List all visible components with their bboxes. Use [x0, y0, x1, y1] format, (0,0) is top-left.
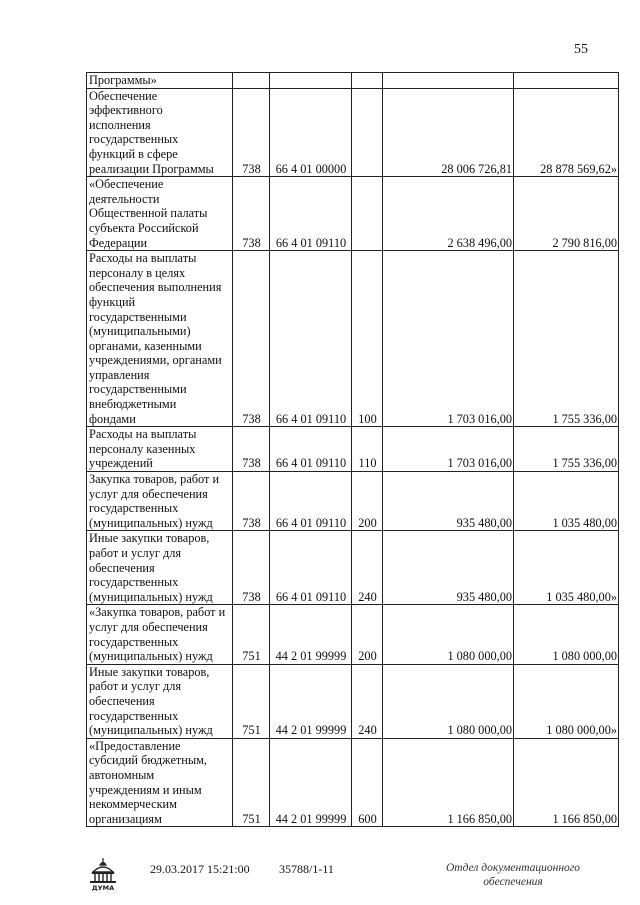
duma-logo-icon [88, 856, 118, 892]
footer-department [446, 861, 580, 889]
row-name-line: государственных [89, 132, 179, 147]
footer-department-line1: Отдел документационного [446, 862, 581, 874]
csr-cell: 66 4 01 09110 [270, 427, 352, 472]
row-name-line: работ и услуг для [89, 546, 182, 560]
table-row [87, 177, 619, 251]
row-name-line: организациям [89, 811, 162, 826]
row-name-line: (муниципальных) нужд [89, 589, 213, 604]
row-name-line: некоммерческим [89, 797, 177, 812]
row-name-line: Обеспечение [89, 88, 158, 103]
row-name-line: услуг для обеспечения [89, 619, 208, 634]
row-name-line: персоналу казенных [89, 441, 196, 456]
row-name-line: Расходы на выплаты [89, 427, 197, 442]
row-name-line: «Обеспечение [89, 177, 164, 192]
budget-table [86, 72, 619, 827]
sum-2017-cell: 1 080 000,00 [383, 664, 514, 738]
row-name-line: «Предоставление [89, 738, 181, 753]
sum-2017-cell: 1 703 016,00 [383, 427, 514, 472]
ved-cell: 738 [233, 531, 270, 605]
csr-cell: 44 2 01 99999 [270, 605, 352, 664]
row-name-line: учреждениям и иным [89, 782, 202, 797]
sum-2017-cell: 1 080 000,00 [383, 605, 514, 664]
footer-datetime: 29.03.2017 15:21:00 [150, 862, 250, 876]
row-name-line: обеспечения выполнения [89, 280, 222, 295]
ved-cell: 751 [233, 664, 270, 738]
row-name-cell [87, 427, 233, 472]
vr-cell: 200 [352, 472, 383, 531]
row-name-line: (муниципальных) нужд [89, 723, 213, 738]
row-name-line: работ и услуг для [89, 679, 182, 694]
row-name-line: обеспечения [89, 693, 155, 708]
vr-cell: 200 [352, 605, 383, 664]
row-name-cell [87, 531, 233, 605]
vr-cell: 240 [352, 531, 383, 605]
vr-cell: 110 [352, 427, 383, 472]
row-name-cell [87, 88, 233, 177]
row-name-line: (муниципальными) [89, 324, 191, 339]
row-name-line: внебюджетными [89, 397, 177, 412]
svg-text:ДУМА: ДУМА [91, 884, 115, 892]
row-name-cell [87, 177, 233, 251]
table-row [87, 664, 619, 738]
footer-department-line2: обеспечения [483, 876, 543, 888]
sum-2017-cell: 1 703 016,00 [383, 251, 514, 427]
sum-2018-cell: 1 080 000,00» [514, 664, 619, 738]
page-number: 55 [574, 42, 588, 57]
ved-cell: 751 [233, 605, 270, 664]
row-name-cell [87, 472, 233, 531]
sum-2017-cell: 935 480,00 [383, 531, 514, 605]
table-row [87, 738, 619, 827]
row-name-cell [87, 605, 233, 664]
row-name-line: Расходы на выплаты [89, 251, 197, 266]
sum-2018-cell: 1 080 000,00 [514, 605, 619, 664]
row-name-line: субъекта Российской [89, 220, 199, 235]
row-name-line: деятельности [89, 191, 160, 206]
table-row [87, 73, 619, 89]
csr-cell: 66 4 01 00000 [270, 88, 352, 177]
row-name-line: (муниципальных) нужд [89, 515, 213, 530]
ved-cell [233, 73, 270, 89]
vr-cell: 240 [352, 664, 383, 738]
vr-cell [352, 177, 383, 251]
row-name-line: услуг для обеспечения [89, 486, 208, 501]
ved-cell: 738 [233, 251, 270, 427]
row-name-line: обеспечения [89, 560, 155, 575]
row-name-line: Программы» [89, 73, 157, 87]
row-name-cell [87, 664, 233, 738]
row-name-line: (муниципальных) нужд [89, 649, 213, 664]
ved-cell: 738 [233, 427, 270, 472]
row-name-line: Закупка товаров, работ и [89, 472, 220, 487]
table-row [87, 605, 619, 664]
csr-cell: 44 2 01 99999 [270, 664, 352, 738]
csr-cell [270, 73, 352, 89]
vr-cell [352, 88, 383, 177]
row-name-line: функций [89, 294, 136, 309]
csr-cell: 66 4 01 09110 [270, 472, 352, 531]
row-name-line: государственными [89, 382, 187, 397]
row-name-line: персоналу в целях [89, 265, 186, 280]
row-name-line: государственных [89, 575, 179, 590]
row-name-line: учреждениями, органами [89, 353, 222, 368]
ved-cell: 738 [233, 177, 270, 251]
table-row [87, 531, 619, 605]
vr-cell: 600 [352, 738, 383, 827]
vr-cell [352, 73, 383, 89]
sum-2018-cell [514, 73, 619, 89]
footer-doc-number: 35788/1-11 [279, 862, 334, 876]
row-name-line: государственными [89, 309, 187, 324]
csr-cell: 66 4 01 09110 [270, 531, 352, 605]
budget-table-body [87, 73, 619, 827]
row-name-line: управления [89, 367, 150, 382]
vr-cell: 100 [352, 251, 383, 427]
row-name-line: функций в сфере [89, 146, 178, 161]
ved-cell: 738 [233, 472, 270, 531]
ved-cell: 738 [233, 88, 270, 177]
row-name-line: «Закупка товаров, работ и [89, 605, 226, 620]
sum-2017-cell: 1 166 850,00 [383, 738, 514, 827]
sum-2017-cell [383, 73, 514, 89]
sum-2017-cell: 935 480,00 [383, 472, 514, 531]
sum-2018-cell: 2 790 816,00 [514, 177, 619, 251]
row-name-line: Федерации [89, 235, 148, 250]
row-name-line: государственных [89, 634, 179, 649]
sum-2017-cell: 28 006 726,81 [383, 88, 514, 177]
sum-2018-cell: 28 878 569,62» [514, 88, 619, 177]
table-row [87, 251, 619, 427]
row-name-line: государственных [89, 501, 179, 516]
sum-2018-cell: 1 035 480,00 [514, 472, 619, 531]
csr-cell: 66 4 01 09110 [270, 177, 352, 251]
csr-cell: 44 2 01 99999 [270, 738, 352, 827]
row-name-line: Иные закупки товаров, [89, 531, 210, 546]
row-name-line: органами, казенными [89, 338, 202, 353]
table-row [87, 88, 619, 177]
row-name-line: эффективного [89, 103, 163, 118]
row-name-cell [87, 251, 233, 427]
row-name-line: субсидий бюджетным, [89, 753, 208, 768]
row-name-line: реализации Программы [89, 161, 214, 176]
row-name-line: исполнения [89, 117, 151, 132]
row-name-line: учреждений [89, 456, 153, 471]
row-name-cell [87, 73, 233, 89]
row-name-line: Общественной палаты [89, 206, 208, 221]
sum-2018-cell: 1 166 850,00 [514, 738, 619, 827]
table-row [87, 427, 619, 472]
ved-cell: 751 [233, 738, 270, 827]
row-name-cell [87, 738, 233, 827]
sum-2018-cell: 1 755 336,00 [514, 427, 619, 472]
sum-2018-cell: 1 035 480,00» [514, 531, 619, 605]
csr-cell: 66 4 01 09110 [270, 251, 352, 427]
table-row [87, 472, 619, 531]
row-name-line: Иные закупки товаров, [89, 664, 210, 679]
sum-2018-cell: 1 755 336,00 [514, 251, 619, 427]
sum-2017-cell: 2 638 496,00 [383, 177, 514, 251]
row-name-line: государственных [89, 708, 179, 723]
row-name-line: фондами [89, 411, 136, 426]
row-name-line: автономным [89, 767, 155, 782]
